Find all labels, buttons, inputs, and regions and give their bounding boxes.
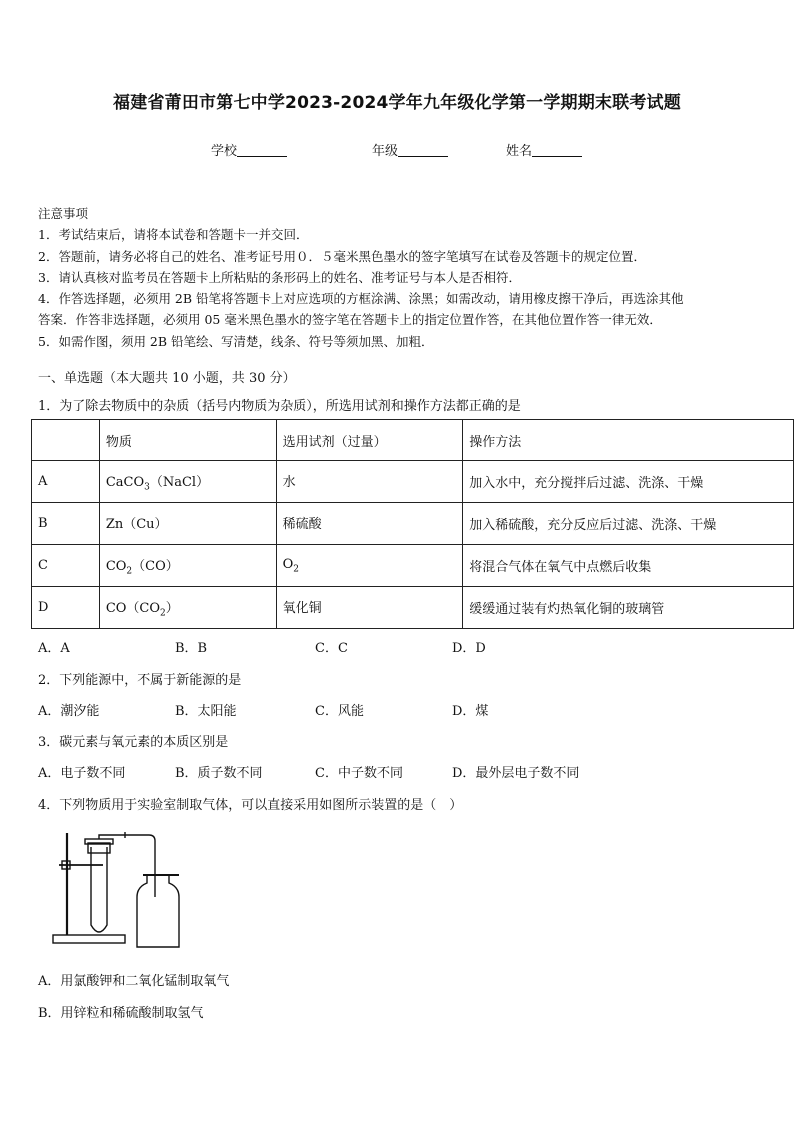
- notice-item: 3．请认真核对监考员在答题卡上所粘贴的条形码上的姓名、准考证号与本人是否相符．: [38, 269, 521, 285]
- option-a[interactable]: A．潮汐能: [38, 704, 100, 719]
- question-2-stem: 2．下列能源中，不属于新能源的是: [38, 673, 242, 688]
- notice-item: 2．答题前，请务必将自己的姓名、准考证号用０．５毫米黑色墨水的签字笔填写在试卷及答题卡的规定位置．: [38, 248, 646, 264]
- collecting-bottle: [137, 875, 179, 947]
- name-blank[interactable]: [532, 142, 582, 157]
- option-b[interactable]: B．太阳能: [175, 704, 237, 719]
- notice-item: 4．作答选择题，必须用 2B 铅笔将答题卡上对应选项的方框涂满、涂黑；如需改动，请用橡皮擦干净后，再选涂其他: [38, 291, 684, 307]
- question-4-option-b[interactable]: B．用锌粒和稀硫酸制取氢气: [38, 1006, 204, 1021]
- option-b[interactable]: B．质子数不同: [175, 766, 263, 781]
- substance-cell: Zn（Cu）: [99, 503, 276, 545]
- section-title: 一、单选题（本大题共 10 小题，共 30 分）: [38, 371, 296, 386]
- notice-item: 1．考试结束后，请将本试卷和答题卡一并交回．: [38, 227, 309, 243]
- table-row: [32, 461, 794, 503]
- question-1-table: [31, 419, 794, 629]
- reagent-cell: 氧化铜: [276, 587, 463, 629]
- notice-item: 答案．作答非选择题，必须用 05 毫米黑色墨水的签字笔在答题卡上的指定位置作答，在其他位置作答一律无效．: [38, 312, 662, 328]
- option-a[interactable]: A．A: [38, 641, 70, 656]
- notice-heading: 注意事项: [38, 206, 89, 221]
- method-cell: 加入稀硫酸，充分反应后过滤、洗涤、干燥: [463, 503, 794, 545]
- method-cell: 加入水中，充分搅拌后过滤、洗涤、干燥: [463, 461, 794, 503]
- substance-cell: CaCO$_3$（NaCl）: [99, 461, 276, 503]
- reagent-cell: $O_2$: [276, 545, 463, 587]
- question-4-stem: 4．下列物质用于实验室制取气体，可以直接采用如图所示装置的是（ ）: [38, 798, 463, 813]
- table-row: [32, 587, 794, 629]
- grade-blank[interactable]: [398, 142, 448, 157]
- option-a[interactable]: A．电子数不同: [38, 766, 126, 781]
- substance-cell: $CO_2(CO)$: [99, 545, 276, 587]
- question-4-option-a[interactable]: A．用氯酸钾和二氧化锰制取氧气: [38, 974, 230, 989]
- option-b[interactable]: B．B: [175, 641, 208, 656]
- grade-label: 年级: [372, 144, 399, 159]
- option-d[interactable]: D．D: [452, 641, 486, 656]
- table-header-cell: 物质: [99, 420, 276, 461]
- table-header-cell: [32, 420, 100, 461]
- reagent-cell: 水: [276, 461, 463, 503]
- table-header-cell: 操作方法: [463, 420, 794, 461]
- question-2-options: [38, 700, 758, 720]
- row-label: D: [32, 587, 100, 629]
- school-field[interactable]: [211, 140, 287, 159]
- option-c[interactable]: C．中子数不同: [315, 766, 403, 781]
- table-header-cell: 选用试剂（过量）: [276, 420, 463, 461]
- option-d[interactable]: D．最外层电子数不同: [452, 766, 580, 781]
- substance-cell: $CO(CO_2)$: [99, 587, 276, 629]
- table-row: [32, 503, 794, 545]
- name-label: 姓名: [506, 144, 533, 159]
- reagent-cell: 稀硫酸: [276, 503, 463, 545]
- method-cell: 将混合气体在氧气中点燃后收集: [463, 545, 794, 587]
- notice-item: 5．如需作图，须用 2B 铅笔绘、写清楚，线条、符号等须加黑、加粗．: [38, 333, 434, 349]
- row-label: A: [32, 461, 100, 503]
- method-cell: 缓缓通过装有灼热氧化铜的玻璃管: [463, 587, 794, 629]
- question-3-stem: 3．碳元素与氧元素的本质区别是: [38, 735, 229, 750]
- row-label: C: [32, 545, 100, 587]
- school-blank[interactable]: [237, 142, 287, 157]
- exam-title: 福建省莆田市第七中学2023-2024学年九年级化学第一学期期末联考试题: [113, 93, 681, 113]
- student-info-row: [0, 140, 794, 160]
- option-c[interactable]: C．风能: [315, 704, 364, 719]
- notice-block: [38, 203, 768, 352]
- question-3-options: [38, 762, 758, 782]
- name-field[interactable]: [506, 140, 582, 159]
- test-tube: [91, 847, 107, 932]
- school-label: 学校: [211, 144, 238, 159]
- row-label: B: [32, 503, 100, 545]
- table-header-row: [32, 420, 794, 461]
- stand-base: [53, 935, 125, 943]
- option-d[interactable]: D．煤: [452, 704, 489, 719]
- table-row: [32, 545, 794, 587]
- question-1-options: [38, 637, 758, 657]
- grade-field[interactable]: [372, 140, 448, 159]
- option-c[interactable]: C．C: [315, 641, 348, 656]
- question-1-stem: 1．为了除去物质中的杂质（括号内物质为杂质），所选用试剂和操作方法都正确的是: [38, 399, 521, 414]
- gas-apparatus-figure: [45, 825, 195, 950]
